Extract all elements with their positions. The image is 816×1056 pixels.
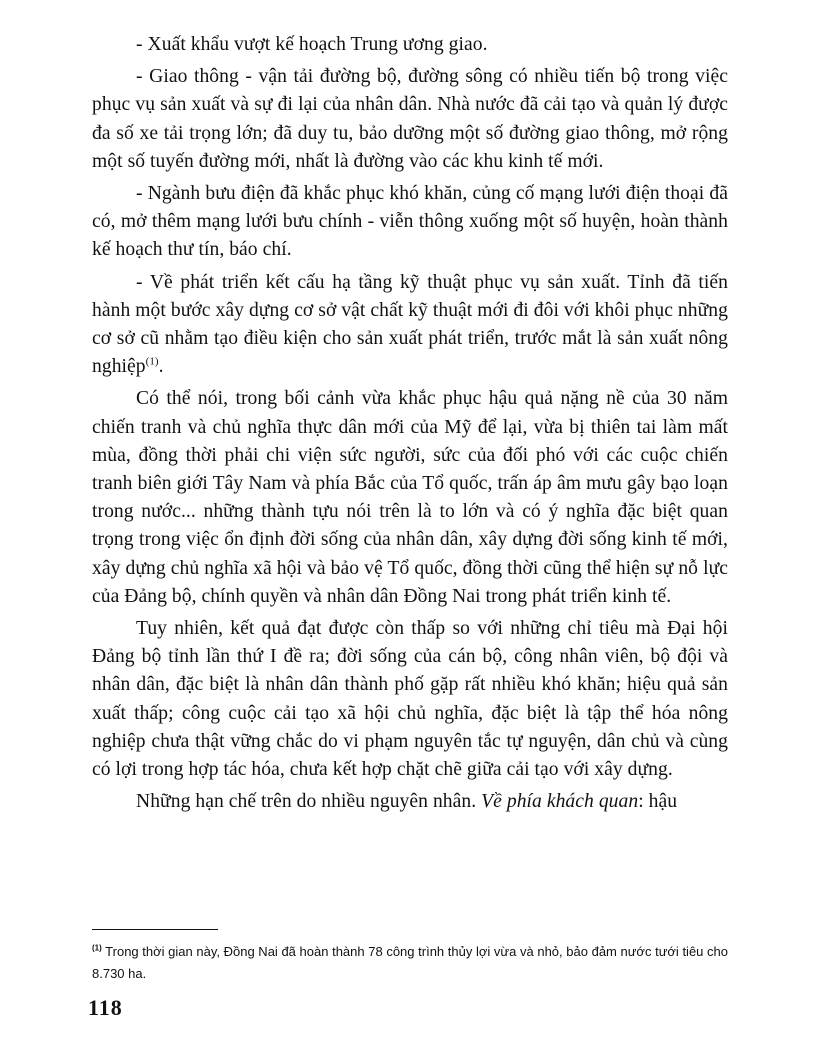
paragraph-infrastructure: - Về phát triển kết cấu hạ tầng kỹ thuật phục vụ sản xuất. Tỉnh đã tiến hành một bước xây dựng cơ sở vật chất kỹ thuật mới đi đôi với khôi phục những cơ sở cũ nhằm tạo điều kiện cho sản xuất phát triển, trước mắt là sản xuất nông nghiệp$^{(1)}$. (92, 271, 728, 378)
footnote-divider (92, 929, 218, 930)
footnote-text: Trong thời gian này, Đồng Nai đã hoàn thành 78 công trình thủy lợi vừa và nhỏ, bảo đảm nước tưới tiêu cho 8.730 ha. (92, 944, 728, 981)
page-number: 118 (88, 995, 123, 1020)
footnote (92, 941, 728, 985)
paragraph-export: - Xuất khẩu vượt kế hoạch Trung ương giao. (136, 34, 488, 55)
emphasis-text: Về phía khách quan (481, 791, 639, 813)
paragraph-transport: - Giao thông - vận tải đường bộ, đường sông có nhiều tiến bộ trong việc phục vụ sản xuất và sự đi lại của nhân dân. Nhà nước đã cải tạo và quản lý được đa số xe tải trọng lớn; đã duy tu, bảo dưỡng một số đường giao thông, mở rộng một số tuyến đường mới, nhất là đường vào các khu kinh tế mới. (92, 66, 728, 172)
paragraph-causes: Những hạn chế trên do nhiều nguyên nhân. Về phía khách quan: hậu (136, 791, 678, 813)
paragraph-achievements: Có thể nói, trong bối cảnh vừa khắc phục hậu quả nặng nề của 30 năm chiến tranh và chủ nghĩa thực dân mới của Mỹ để lại, vừa bị thiên tai làm mất mùa, đồng thời phải chi viện sức người, sức của đối phó với các cuộc chiến tranh biên giới Tây Nam và phía Bắc của Tổ quốc, trấn áp âm mưu gây bạo loạn trong nước... những thành tựu nói trên là to lớn và có ý nghĩa đặc biệt quan trọng trong việc ổn định đời sống của nhân dân, xây dựng đời sống kinh tế mới, xây dựng chủ nghĩa xã hội và bảo vệ Tổ quốc, đồng thời cũng thể hiện sự nỗ lực của Đảng bộ, chính quyền và nhân dân Đồng Nai trong phát triển kinh tế. (92, 388, 728, 607)
footnote-reference: (1) (145, 355, 159, 368)
paragraph-postal: - Ngành bưu điện đã khắc phục khó khăn, củng cố mạng lưới điện thoại đã có, mở thêm mạng lưới bưu chính - viễn thông xuống một số huyện, hoàn thành kế hoạch thư tín, báo chí. (92, 183, 728, 261)
paragraph-limitations: Tuy nhiên, kết quả đạt được còn thấp so với những chỉ tiêu mà Đại hội Đảng bộ tỉnh lần thứ I đề ra; đời sống của cán bộ, công nhân viên, bộ đội và nhân dân, đặc biệt là nhân dân thành phố gặp rất nhiều khó khăn; hiệu quả sản xuất thấp; công cuộc cải tạo xã hội chủ nghĩa, đặc biệt là tập thể hóa nông nghiệp chưa thật vững chắc do vi phạm nguyên tắc tự nguyện, dân chủ và cùng có lợi trong hợp tác hóa, chưa kết hợp chặt chẽ giữa cải tạo với xây dựng. (92, 618, 728, 781)
footnote-marker: (1) (92, 943, 102, 953)
body-text (92, 31, 728, 820)
